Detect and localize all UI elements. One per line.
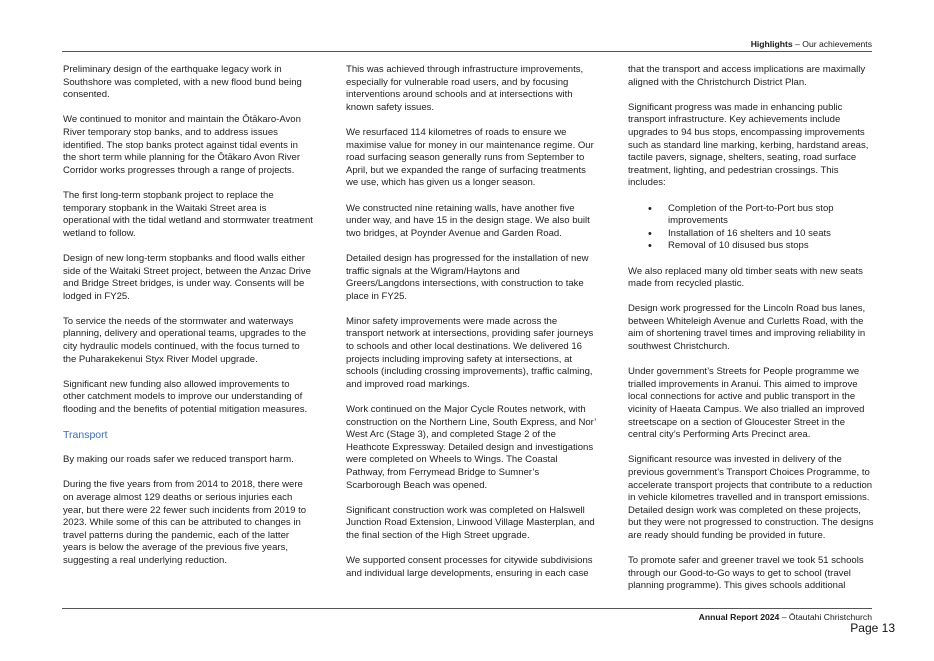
paragraph: Significant progress was made in enhancing public transport infrastructure. Key achievements include upgrades to 94 bus stops, encompassing improvements such as standard line marking, kerbing, hardstand areas, tactile pavers, signage, shelters, seating, road surface treatment, lighting, and pedestrian crossings. This includes: — [628, 101, 869, 189]
paragraph: This was achieved through infrastructure improvements, especially for vulnerable road users, and by focusing interventions around schools and at intersections with known safety issues. — [346, 64, 584, 113]
paragraph: Preliminary design of the earthquake legacy work in Southshore was completed, with a new flood bund being consented. — [63, 64, 302, 101]
paragraph: The first long-term stopbank project to replace the temporary stopbank in the Waitaki Street area is operational with the tidal wetland and stormwater treatment wetland to follow. — [63, 189, 313, 239]
header-rule — [62, 51, 872, 52]
header-subtitle: – Our achievements — [792, 39, 872, 49]
column-3 — [628, 64, 874, 606]
list-item: • Removal of 10 disused bus stops — [648, 240, 874, 253]
paragraph: To service the needs of the stormwater and waterways planning, delivery and operational teams, upgrades to the city hydraulic models continued, with the focus turned to the Puharakekenui Styx River Model upgrade. — [63, 315, 307, 365]
paragraph: Under government’s Streets for People programme we trialled improvements in Aranui. This aimed to improve local connections for active and public transport in the vicinity of Haeata Campus. We also trialled an improved streetscape on a section of Gloucester Street in the central city’s Performing Arts Precinct area. — [628, 366, 865, 441]
paragraph: Significant construction work was completed on Halswell Junction Road Extension, Linwood Village Masterplan, and the final section of the High Street upgrade. — [346, 504, 595, 541]
paragraph: Significant new funding also allowed improvements to other catchment models to improve our understanding of flooding and the benefits of potential mitigation measures. — [63, 378, 308, 416]
paragraph: We continued to monitor and maintain the Ōtākaro-Avon River temporary stop banks, and to address issues identified. The stop banks protect against tidal events in the short term while planning for the Ōtākaro Avon River Corridor works progresses through a range of projects. — [63, 114, 301, 176]
paragraph: We supported consent processes for citywide subdivisions and individual large developments, ensuring in each case — [346, 555, 593, 579]
column-2 — [346, 64, 596, 593]
list-item: • Installation of 16 shelters and 10 seats — [648, 228, 874, 241]
running-header — [751, 39, 872, 49]
bullet-list — [648, 203, 874, 253]
paragraph: We constructed nine retaining walls, have another five under way, and have 15 in the design stage. We also built two bridges, at Poynder Avenue and Garden Road. — [346, 202, 590, 239]
paragraph: We resurfaced 114 kilometres of roads to ensure we maximise value for money in our maintenance regime. Our road surfacing season generally runs from September to April, but we expanded the range of surfacing treatments we use, which has given us a longer season. — [346, 126, 594, 189]
paragraph: Work continued on the Major Cycle Routes network, with construction on the Northern Line, South Express, and Nor’ West Arc (Stage 3), and completed Stage 2 of the Heathcote Expressway. Detailed design and investigations were completed on Wheels to Wings. The Coastal Pathway, from Ferrymead Bridge to Sumner’s Scarborough Beach was opened. — [346, 404, 596, 491]
footer-report-title: Annual Report 2024 — [698, 612, 780, 622]
footer-city: – Ōtautahi Christchurch — [779, 612, 872, 622]
paragraph: By making our roads safer we reduced transport harm. — [63, 454, 294, 466]
paragraph: Design work progressed for the Lincoln Road bus lanes, between Whiteleigh Avenue and Curletts Road, with the aim of shortening travel times and improving reliability in southwest Christchurch. — [628, 303, 866, 353]
running-footer — [699, 612, 872, 622]
footer-rule — [62, 608, 872, 609]
paragraph: We also replaced many old timber seats with new seats made from recycled plastic. — [628, 265, 863, 290]
paragraph: Minor safety improvements were made across the transport network at intersections, providing safer journeys to schools and other local destinations. We delivered 16 projects including improving safety at intersections, at schools (including crossing improvements), traffic calming, and improved road markings. — [346, 315, 594, 390]
paragraph: Significant resource was invested in delivery of the previous government’s Transport Choices Programme, to accelerate transport projects that contribute to a reduction in vehicle kilometres travelled and in transport emissions. Detailed design work was completed on these projects, but they were not progressed to construction. The designs are ready should funding be provided in future. — [628, 454, 874, 541]
list-item: • Completion of the Port-to-Port bus stop improvements — [648, 203, 874, 228]
paragraph: During the five years from from 2014 to 2018, there were on average almost 129 deaths or serious injuries each year, but there were 22 fewer such incidents from 2019 to 2023. While some of this can be attributed to changes in travel patterns during the pandemic, each of the latter years is below the average of the previous five years, suggesting a real underlying reduction. — [63, 479, 307, 566]
header-section-title: Highlights — [750, 39, 793, 49]
paragraph: Design of new long-term stopbanks and flood walls either side of the Waitaki Street project, between the Anzac Drive and Bridge Street bridges, is under way. Consents will be lodged in FY25. — [63, 252, 311, 302]
paragraph: Detailed design has progressed for the installation of new traffic signals at the Wigram/Haytons and Greers/Langdons intersections, with construction to take place in FY25. — [346, 252, 589, 302]
paragraph: To promote safer and greener travel we took 51 schools through our Good-to-Go ways to get to school (travel planning programme). This gives schools additional — [628, 555, 864, 592]
section-heading-transport: Transport — [63, 429, 108, 442]
column-1 — [63, 64, 313, 580]
page-number: Page 13 — [850, 621, 895, 635]
paragraph: that the transport and access implications are maximally aligned with the Christchurch District Plan. — [628, 64, 866, 88]
